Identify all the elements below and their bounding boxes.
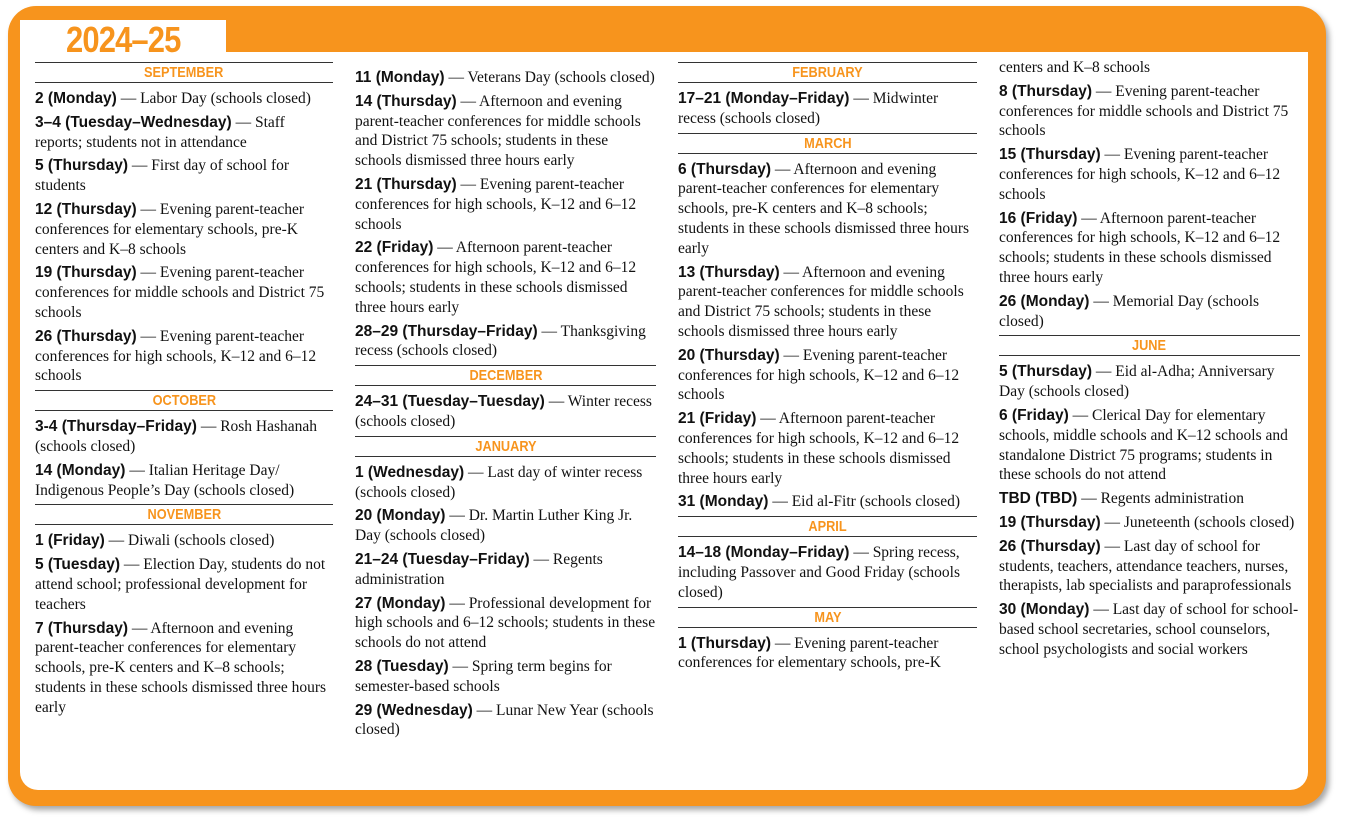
event-entry: 5 (Thursday) — First day of school for students <box>35 157 290 195</box>
month-header-december: DECEMBER <box>355 365 656 386</box>
event-entry: 11 (Monday) — Veterans Day (schools closed) <box>355 69 655 86</box>
event-entry: 29 (Wednesday) — Lunar New Year (schools closed) <box>355 701 654 739</box>
event-entry: 7 (Thursday) — Afternoon and evening parent-teacher conferences for elementary schools, pre-K centers and K–8 schools; students in these schools dismissed three hours early <box>35 619 327 716</box>
event-entry: 14–18 (Monday–Friday) — Spring recess, including Passover and Good Friday (schools closed) <box>678 544 960 601</box>
event-entry: 26 (Thursday) — Last day of school for students, teachers, attendance teachers, nurses, therapists, lab specialists and paraprofessionals <box>999 537 1292 595</box>
month-header-may: MAY <box>678 607 977 628</box>
event-entry: 30 (Monday) — Last day of school for school-based school secretaries, school counselors, school psychologists and social workers <box>999 601 1299 658</box>
event-entry: 5 (Thursday) — Eid al-Adha; Anniversary Day (schools closed) <box>999 363 1275 401</box>
month-header-october: OCTOBER <box>35 390 333 411</box>
column-2 <box>355 68 656 744</box>
event-entry: 2 (Monday) — Labor Day (schools closed) <box>35 90 311 107</box>
event-entry: 19 (Thursday) — Juneteenth (schools closed) <box>999 513 1295 531</box>
event-entry: 16 (Friday) — Afternoon parent-teacher conferences for high schools, K–12 and 6–12 schools; students in these schools dismissed three hours early <box>999 209 1281 286</box>
event-entry: 6 (Thursday) — Afternoon and evening parent-teacher conferences for elementary schools, pre-K centers and K–8 schools; students in these schools dismissed three hours early <box>678 160 970 257</box>
event-entry: 27 (Monday) — Professional development for high schools and 6–12 schools; students in these schools do not attend <box>355 594 656 652</box>
event-entry: 19 (Thursday) — Evening parent-teacher conferences for middle schools and District 75 schools <box>35 264 325 321</box>
event-entry: 8 (Thursday) — Evening parent-teacher conferences for middle schools and District 75 schools <box>999 82 1289 140</box>
event-continuation: centers and K–8 schools <box>999 59 1151 76</box>
event-entry: TBD (TBD) — Regents administration <box>999 490 1244 508</box>
calendar-title: 2024–25 <box>66 19 181 60</box>
event-entry: 3–4 (Tuesday–Wednesday) — Staff reports; students not in attendance <box>35 113 285 151</box>
event-entry: 28 (Tuesday) — Spring term begins for semester-based schools <box>355 657 612 695</box>
event-entry: 26 (Thursday) — Evening parent-teacher conferences for high schools, K–12 and 6–12 schools <box>35 327 317 385</box>
event-entry: 28–29 (Thursday–Friday) — Thanksgiving recess (schools closed) <box>355 322 646 360</box>
event-entry: 22 (Friday) — Afternoon parent-teacher conferences for high schools, K–12 and 6–12 schools; students in these schools dismissed three hours early <box>355 239 637 316</box>
month-header-february: FEBRUARY <box>678 62 977 83</box>
event-entry: 5 (Tuesday) — Election Day, students do not attend school; professional development for teachers <box>35 556 326 613</box>
event-entry: 13 (Thursday) — Afternoon and evening parent-teacher conferences for middle schools and District 75 schools; students in these schools dismissed three hours early <box>678 263 964 340</box>
event-entry: 1 (Wednesday) — Last day of winter recess (schools closed) <box>355 463 643 501</box>
event-entry: 21 (Friday) — Afternoon parent-teacher conferences for high schools, K–12 and 6–12 schools; students in these schools dismissed three hours early <box>678 410 960 487</box>
event-entry: 1 (Thursday) — Evening parent-teacher conferences for elementary schools, pre-K <box>678 634 941 672</box>
event-entry: 20 (Thursday) — Evening parent-teacher conferences for high schools, K–12 and 6–12 schools <box>678 346 960 404</box>
column-1 <box>35 58 333 722</box>
event-entry: 1 (Friday) — Diwali (schools closed) <box>35 532 275 550</box>
event-entry: 3-4 (Thursday–Friday) — Rosh Hashanah (schools closed) <box>35 418 318 455</box>
event-entry: 26 (Monday) — Memorial Day (schools closed) <box>999 292 1260 330</box>
event-entry: 21–24 (Tuesday–Friday) — Regents administration <box>355 550 603 588</box>
event-entry: 31 (Monday) — Eid al-Fitr (schools closed) <box>678 493 961 511</box>
month-header-june: JUNE <box>999 335 1300 356</box>
event-entry: 12 (Thursday) — Evening parent-teacher conferences for elementary schools, pre-K centers and K–8 schools <box>35 200 305 258</box>
month-header-september: SEPTEMBER <box>35 62 333 83</box>
month-header-april: APRIL <box>678 516 977 537</box>
month-header-november: NOVEMBER <box>35 504 333 525</box>
column-4 <box>999 58 1300 664</box>
event-entry: 24–31 (Tuesday–Tuesday) — Winter recess (schools closed) <box>355 393 652 430</box>
event-entry: 21 (Thursday) — Evening parent-teacher conferences for high schools, K–12 and 6–12 schools <box>355 175 637 233</box>
event-entry: 17–21 (Monday–Friday) — Midwinter recess (schools closed) <box>678 90 939 127</box>
month-header-march: MARCH <box>678 133 977 154</box>
event-entry: 6 (Friday) — Clerical Day for elementary schools, middle schools and K–12 schools and standalone District 75 programs; students in these schools do not attend <box>999 406 1288 484</box>
column-3 <box>678 58 977 677</box>
month-header-january: JANUARY <box>355 436 656 457</box>
event-entry: 20 (Monday) — Dr. Martin Luther King Jr. Day (schools closed) <box>355 507 633 545</box>
event-entry: 15 (Thursday) — Evening parent-teacher conferences for high schools, K–12 and 6–12 schools <box>999 146 1281 203</box>
event-entry: 14 (Monday) — Italian Heritage Day/ Indigenous People’s Day (schools closed) <box>35 461 295 499</box>
event-entry: 14 (Thursday) — Afternoon and evening parent-teacher conferences for middle schools and District 75 schools; students in these schools dismissed three hours early <box>355 92 641 170</box>
